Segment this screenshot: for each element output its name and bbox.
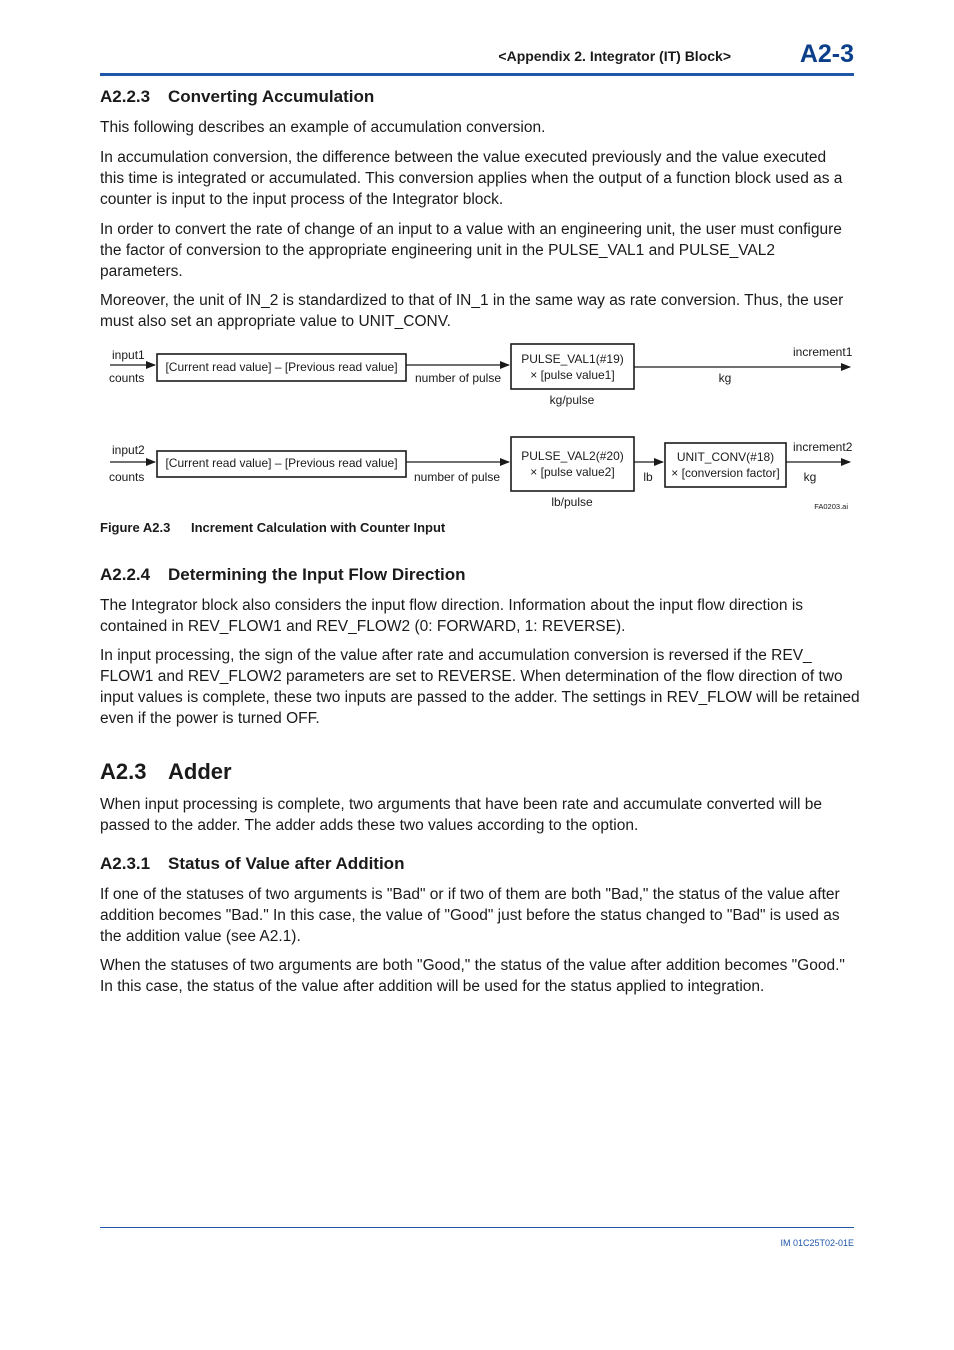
text-line: This following describes an example of accumulation conversion. <box>100 119 546 136</box>
section-title: Status of Value after Addition <box>168 854 405 873</box>
document-id: IM 01C25T02-01E <box>780 1238 854 1248</box>
running-header: <Appendix 2. Integrator (IT) Block> <box>498 48 731 64</box>
row2-conv-line2: × [conversion factor] <box>671 466 780 480</box>
row2-output-unit: kg <box>803 470 817 484</box>
section-heading-a2-2-4 <box>100 565 466 585</box>
row2-pulse-line1: PULSE_VAL2(#20) <box>521 449 624 463</box>
text-line: input values is complete, these two inputs are passed to the adder. The settings in REV_FLOW will be retained <box>100 689 860 706</box>
row1-pulse-line2: × [pulse value1] <box>530 368 615 382</box>
row2-pulse-line2: × [pulse value2] <box>530 465 615 479</box>
text-line: contained in REV_FLOW1 and REV_FLOW2 (0: FORWARD, 1: REVERSE). <box>100 618 626 635</box>
text-line: In this case, the status of the value after addition will be used for the status applied to integration. <box>100 978 765 995</box>
row1-pulse-unit: kg/pulse <box>549 393 595 407</box>
text-line: addition becomes "Bad." In this case, the value of "Good" just before the status changed to "Bad" is used as <box>100 907 840 924</box>
text-line: In accumulation conversion, the difference between the value executed previously and the value executed <box>100 149 827 166</box>
figure-caption <box>100 520 445 535</box>
row1-pulse-box <box>511 344 634 389</box>
row2-diff-text: [Current read value] – [Previous read value] <box>165 456 398 470</box>
figure-number: Figure A2.3 <box>100 520 171 535</box>
row1-pulse-line1: PULSE_VAL1(#19) <box>521 352 624 366</box>
text-line: counter is input to the input process of the Integrator block. <box>100 191 504 208</box>
row1-output-unit: kg <box>718 371 732 385</box>
text-line: In order to convert the rate of change of an input to a value with an engineering unit, the user must configure <box>100 221 842 238</box>
row2-mid-unit: lb <box>643 470 653 484</box>
row2-input-unit: counts <box>109 470 145 484</box>
text-line: parameters. <box>100 263 183 280</box>
text-line: When input processing is complete, two arguments that have been rate and accumulate converted will be <box>100 796 823 813</box>
text-line: FLOW1 and REV_FLOW2 parameters are set to REVERSE. When determination of the flow direction of two <box>100 668 843 685</box>
row2-output-label: increment2 <box>793 440 853 454</box>
paragraph <box>100 884 856 947</box>
section-heading-a2-3-1 <box>100 854 404 874</box>
section-number: A2.2.3 <box>100 87 151 106</box>
text-line: even if the power is turned OFF. <box>100 710 320 727</box>
section-title: Converting Accumulation <box>168 87 375 106</box>
section-number: A2.3 <box>100 759 147 784</box>
paragraph <box>100 955 856 997</box>
text-line: the factor of conversion to the appropriate engineering unit in the PULSE_VAL1 and PULSE_VAL2 <box>100 242 775 259</box>
row2-pulse-box <box>511 437 634 491</box>
row1-input-label: input1 <box>112 348 145 362</box>
footer-rule <box>100 1227 854 1228</box>
paragraph <box>100 645 860 729</box>
row1-diff-text: [Current read value] – [Previous read value] <box>165 360 398 374</box>
section-title: Determining the Input Flow Direction <box>168 565 466 584</box>
section-number: A2.2.4 <box>100 565 151 584</box>
row2-pulse-unit: lb/pulse <box>551 495 593 509</box>
text-line: If one of the statuses of two arguments is "Bad" or if two of them are both "Bad," the status of the value after <box>100 886 840 903</box>
row1-output-label: increment1 <box>793 345 853 359</box>
figure-title: Increment Calculation with Counter Input <box>191 520 446 535</box>
text-line: passed to the adder. The adder adds these two values according to the option. <box>100 817 639 834</box>
paragraph <box>100 595 856 637</box>
paragraph <box>100 794 856 836</box>
text-line: Moreover, the unit of IN_2 is standardized to that of IN_1 in the same way as rate conversion. Thus, the user <box>100 292 844 309</box>
text-line: The Integrator block also considers the input flow direction. Information about the input flow direction is <box>100 597 804 614</box>
section-title: Adder <box>168 759 232 784</box>
section-heading-a2-3 <box>100 759 232 785</box>
page-number: A2-3 <box>799 40 854 68</box>
row1-input-unit: counts <box>109 371 145 385</box>
text-line: When the statuses of two arguments are both "Good," the status of the value after addition becomes "Good." <box>100 957 845 974</box>
text-line: must also set an appropriate value to UNIT_CONV. <box>100 313 451 330</box>
row2-input-label: input2 <box>112 443 145 457</box>
text-line: the addition value (see A2.1). <box>100 928 301 945</box>
text-line: In input processing, the sign of the value after rate and accumulation conversion is reversed if the REV_ <box>100 647 812 664</box>
figure-file-id: FA0203.ai <box>814 502 848 511</box>
row2-conv-line1: UNIT_CONV(#18) <box>676 450 775 464</box>
section-number: A2.3.1 <box>100 854 151 873</box>
row2-diff-out: number of pulse <box>413 470 501 484</box>
text-line: this time is integrated or accumulated. This conversion applies when the output of a function block used as a <box>100 170 843 187</box>
row1-diff-out: number of pulse <box>414 371 502 385</box>
